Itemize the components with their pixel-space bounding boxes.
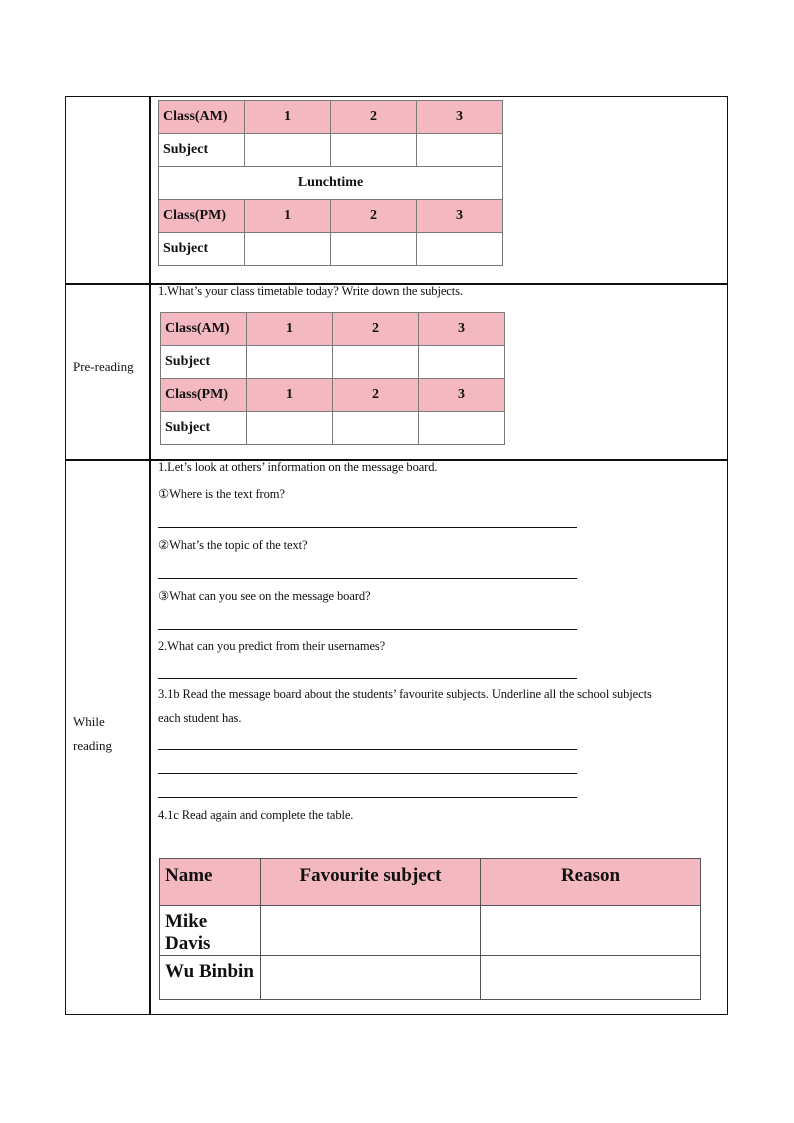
answer-cell[interactable] (333, 346, 419, 379)
answer-cell[interactable] (481, 906, 701, 956)
am-header-row (161, 313, 505, 346)
am-subject-row (161, 346, 505, 379)
answer-cell[interactable] (333, 412, 419, 445)
cell: 1 (245, 200, 331, 233)
table-row (160, 956, 701, 1000)
cell: Subject (161, 346, 247, 379)
question-3-line-1: 3.1b Read the message board about the students’ favourite subjects. Underline all the school subjects (158, 687, 652, 701)
answer-cell[interactable] (419, 412, 505, 445)
cell: Class(AM) (161, 313, 247, 346)
cell: Class(PM) (161, 379, 247, 412)
cell: 3 (417, 101, 503, 134)
cell: 2 (331, 101, 417, 134)
cell: Subject (161, 412, 247, 445)
answer-cell[interactable] (417, 233, 503, 266)
cell: Subject (159, 233, 245, 266)
cell: 3 (419, 379, 505, 412)
cell: 2 (333, 313, 419, 346)
question-2: 2.What can you predict from their usernames? (158, 639, 386, 653)
question-1: 1.Let’s look at others’ information on the message board. (158, 460, 438, 474)
section-label-while-reading-2: reading (73, 738, 112, 753)
header-favourite-subject: Favourite subject (261, 859, 481, 906)
answer-line[interactable] (158, 578, 577, 579)
cell: 2 (331, 200, 417, 233)
question-1-1: ①Where is the text from? (158, 487, 285, 501)
pre-reading-question: 1.What’s your class timetable today? Write down the subjects. (158, 284, 463, 298)
question-1-3: ③What can you see on the message board? (158, 589, 371, 603)
answer-line[interactable] (158, 678, 577, 679)
section-label-pre-reading: Pre-reading (73, 359, 134, 374)
cell: 1 (247, 313, 333, 346)
answer-line[interactable] (158, 773, 577, 774)
cell: 3 (419, 313, 505, 346)
answer-cell[interactable] (261, 906, 481, 956)
answer-cell[interactable] (331, 233, 417, 266)
timetable-with-lunch (158, 100, 503, 266)
pm-header-row (159, 200, 503, 233)
answer-line[interactable] (158, 629, 577, 630)
answer-cell[interactable] (331, 134, 417, 167)
cell: 3 (417, 200, 503, 233)
answer-line[interactable] (158, 797, 577, 798)
question-4: 4.1c Read again and complete the table. (158, 808, 354, 822)
header-reason: Reason (481, 859, 701, 906)
column-divider (149, 96, 151, 1015)
favourite-subject-table (159, 858, 701, 1000)
answer-cell[interactable] (417, 134, 503, 167)
section-label-while-reading-1: While (73, 714, 105, 729)
lunchtime-cell: Lunchtime (159, 167, 503, 200)
answer-cell[interactable] (481, 956, 701, 1000)
answer-cell[interactable] (247, 346, 333, 379)
answer-cell[interactable] (245, 233, 331, 266)
cell: Subject (159, 134, 245, 167)
cell: 2 (333, 379, 419, 412)
student-name: Mike Davis (160, 906, 261, 956)
question-1-2: ②What’s the topic of the text? (158, 538, 308, 552)
cell: 1 (245, 101, 331, 134)
answer-cell[interactable] (247, 412, 333, 445)
cell: Class(PM) (159, 200, 245, 233)
am-header-row (159, 101, 503, 134)
pm-subject-row (159, 233, 503, 266)
answer-cell[interactable] (245, 134, 331, 167)
answer-line[interactable] (158, 527, 577, 528)
timetable-today (160, 312, 505, 445)
lunch-row (159, 167, 503, 200)
answer-cell[interactable] (419, 346, 505, 379)
table-row (160, 906, 701, 956)
answer-cell[interactable] (261, 956, 481, 1000)
question-3-line-2: each student has. (158, 711, 242, 725)
answer-line[interactable] (158, 749, 577, 750)
table-header-row (160, 859, 701, 906)
pm-subject-row (161, 412, 505, 445)
header-name: Name (160, 859, 261, 906)
pm-header-row (161, 379, 505, 412)
am-subject-row (159, 134, 503, 167)
cell: Class(AM) (159, 101, 245, 134)
student-name: Wu Binbin (160, 956, 261, 1000)
cell: 1 (247, 379, 333, 412)
